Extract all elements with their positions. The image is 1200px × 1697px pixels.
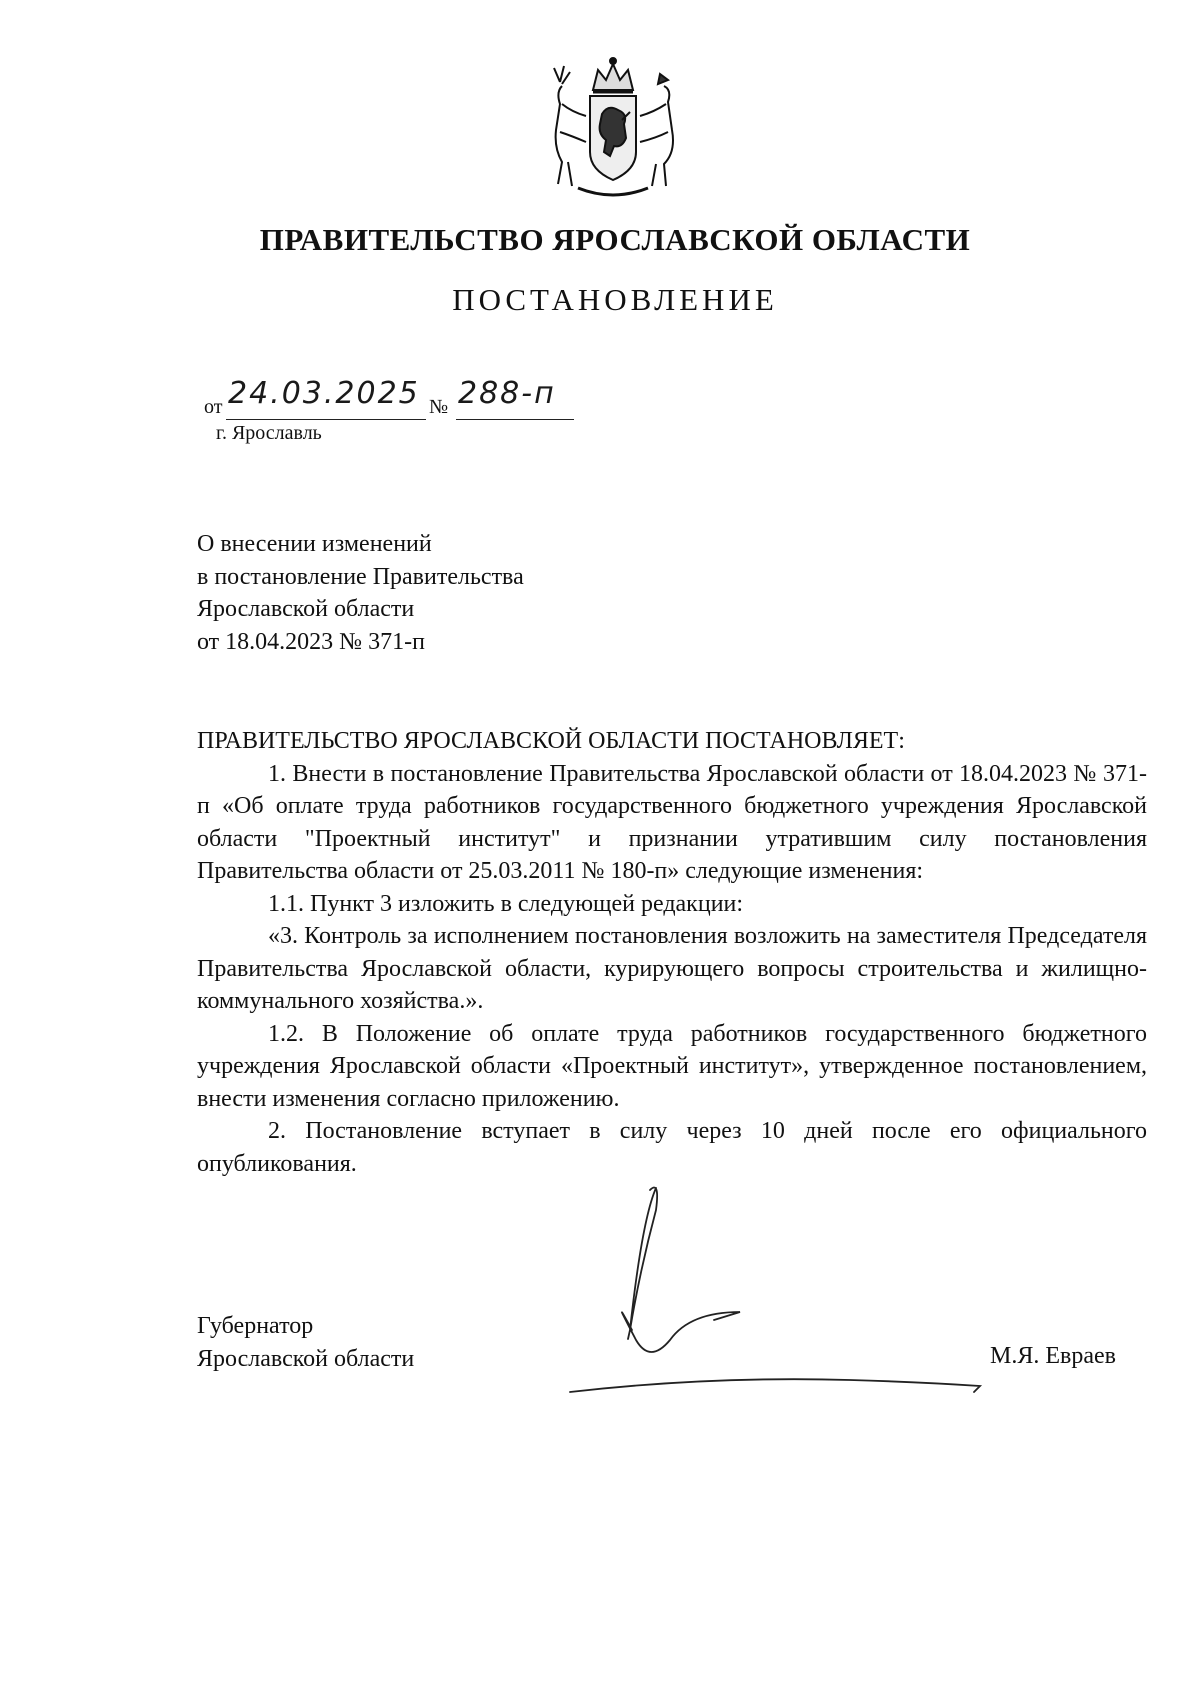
number-label: № — [429, 396, 449, 418]
document-body — [197, 725, 1147, 1180]
document-type: ПОСТАНОВЛЕНИЕ — [452, 282, 778, 317]
handwritten-number: 288-п — [458, 376, 556, 411]
preamble: ПРАВИТЕЛЬСТВО ЯРОСЛАВСКОЙ ОБЛАСТИ ПОСТАНОВЛЯЕТ: — [197, 728, 905, 754]
coat-of-arms-icon — [538, 52, 688, 202]
handwritten-date: 24.03.2025 — [228, 376, 420, 411]
organization-title: ПРАВИТЕЛЬСТВО ЯРОСЛАВСКОЙ ОБЛАСТИ — [259, 222, 971, 257]
date-underline — [226, 419, 426, 420]
paragraph-1-1-quote: «3. Контроль за исполнением постановления возложить на заместителя Председателя Правительства Ярославской области, курирующего вопросы строительства и жилищно-коммунального хозяйства.». — [197, 923, 1147, 1014]
handwritten-signature — [560, 1180, 1000, 1420]
subject-line: в постановление Правительства — [197, 563, 524, 590]
subject-line: Ярославской области — [197, 596, 415, 622]
paragraph-1-1: 1.1. Пункт 3 изложить в следующей редакции: — [268, 890, 744, 917]
paragraph-1-2: 1.2. В Положение об оплате труда работников государственного бюджетного учреждения Ярославской области «Проектный институт», утвержденное постановлением, внести изменения согласно приложению. — [197, 1020, 1147, 1112]
city-label: г. Ярославль — [216, 422, 322, 444]
paragraph-1: 1. Внести в постановление Правительства Ярославской области от 18.04.2023 № 371-п «Об оплате труда работников государственного бюджетного учреждения Ярославской области "Проектный институт" и признании утратившим силу постановления Правительства области от 25.03.2011 № 180-п» следующие изменения: — [197, 760, 1147, 884]
position-line: Губернатор — [197, 1313, 314, 1339]
signatory-position — [197, 1310, 414, 1375]
date-from-label: от — [204, 396, 223, 418]
subject-block — [197, 528, 524, 658]
number-underline — [456, 419, 574, 420]
signatory-name: М.Я. Евраев — [990, 1343, 1116, 1369]
position-line: Ярославской области — [197, 1345, 415, 1372]
subject-line: О внесении изменений — [197, 531, 432, 557]
paragraph-2: 2. Постановление вступает в силу через 10 дней после его официального опубликования. — [197, 1118, 1147, 1177]
subject-line: от 18.04.2023 № 371-п — [197, 628, 425, 655]
